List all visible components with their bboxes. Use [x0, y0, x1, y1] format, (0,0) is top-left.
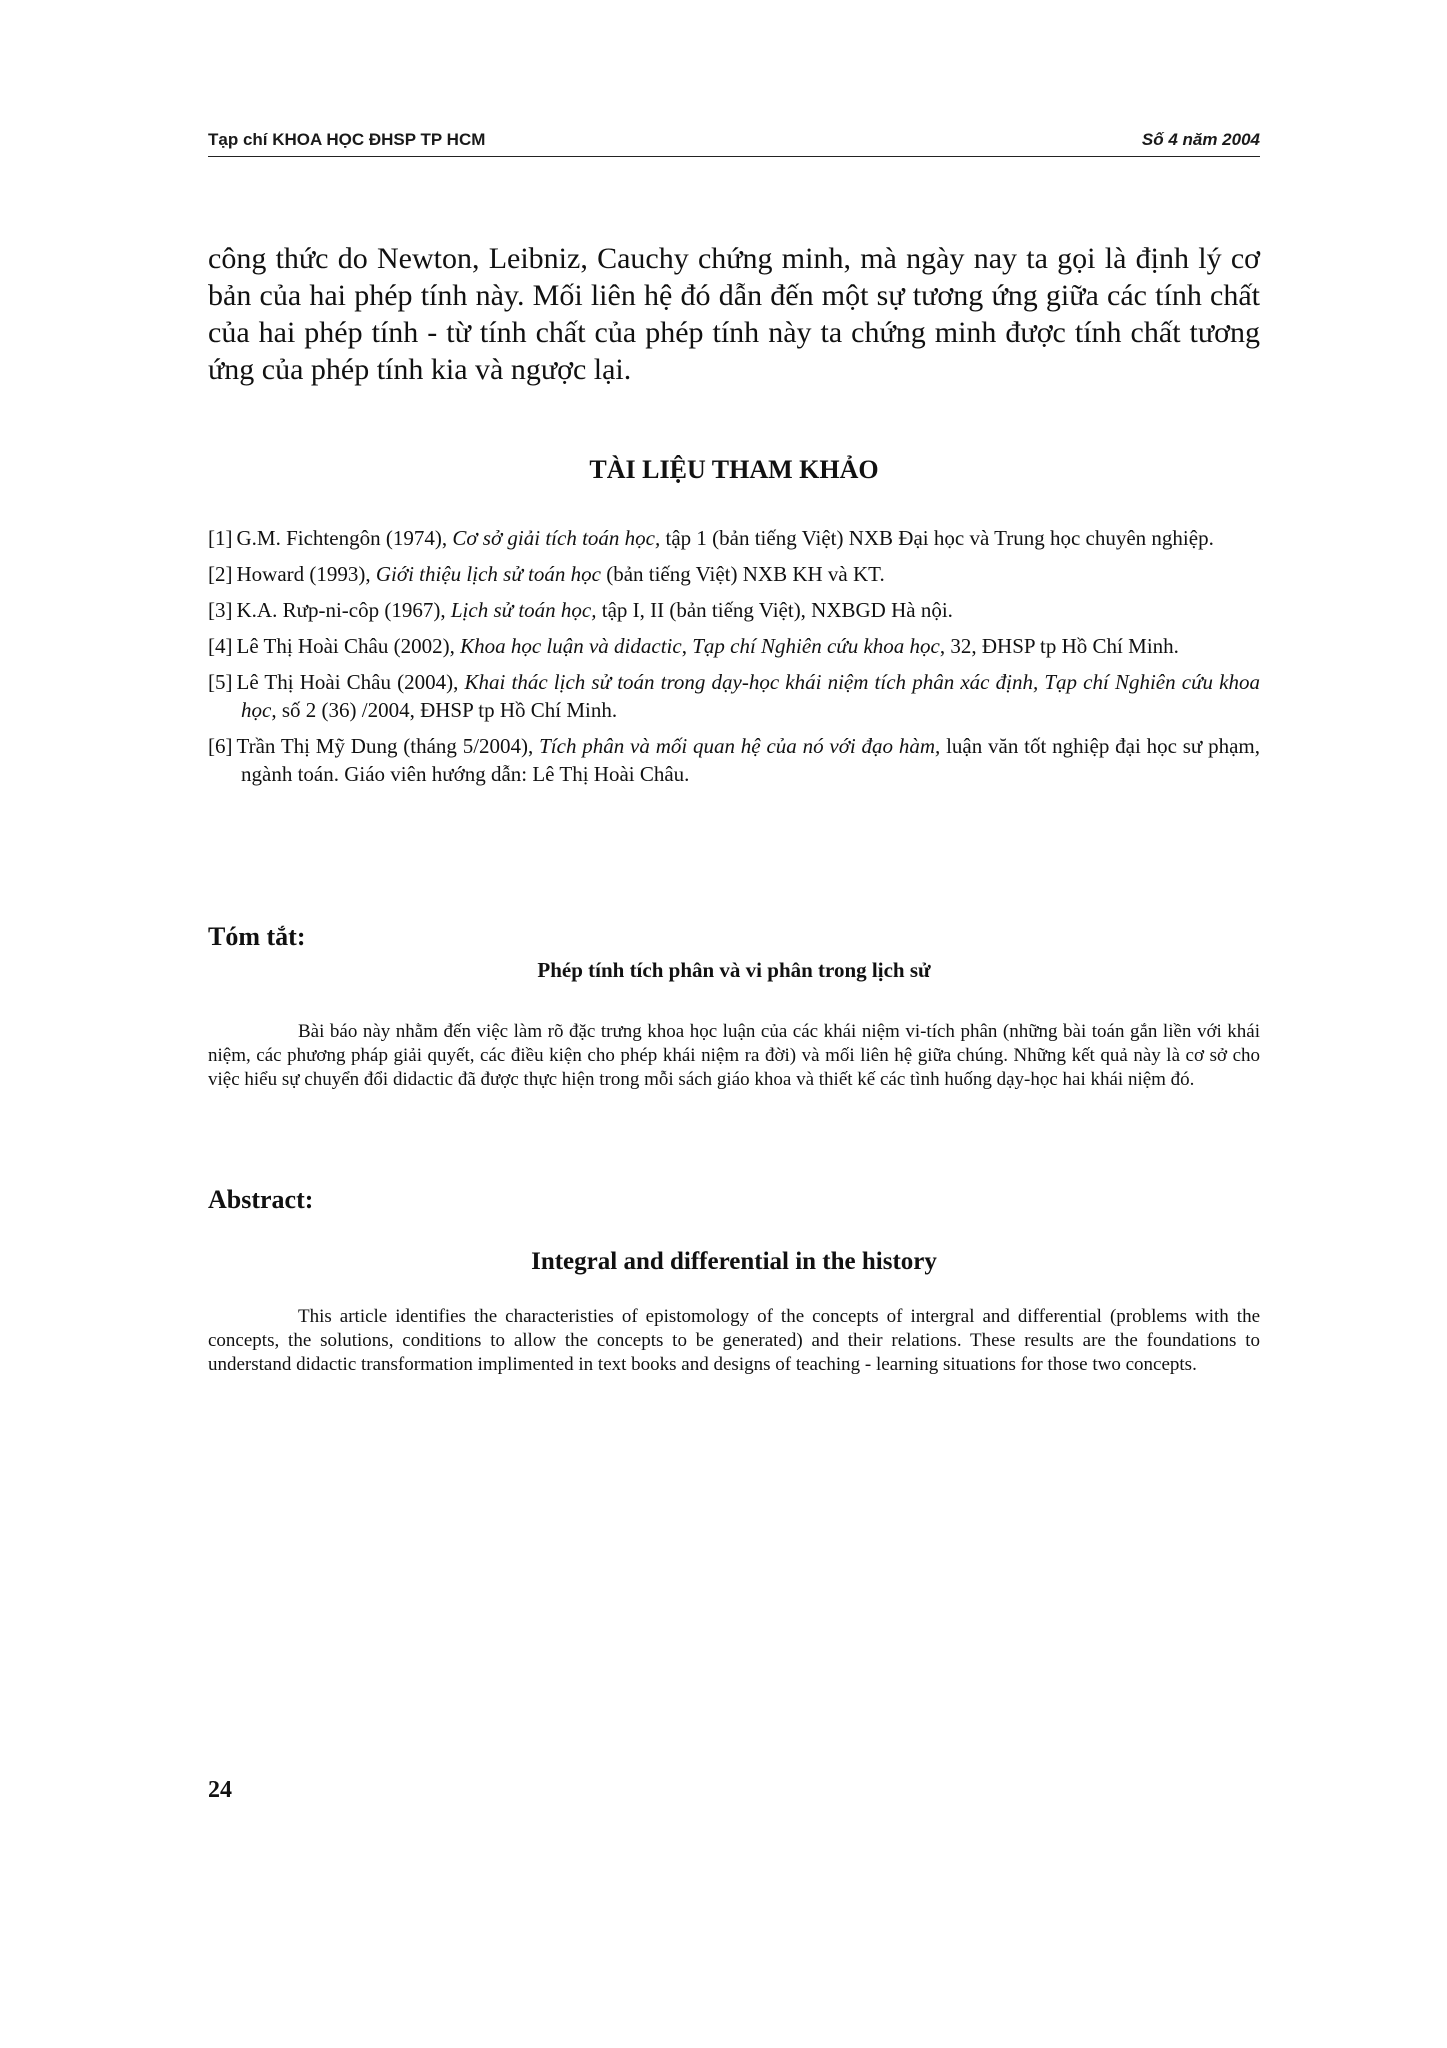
summary-heading: Tóm tắt:: [208, 922, 306, 951]
reference-list: [208, 524, 1260, 796]
lead-paragraph: công thức do Newton, Leibniz, Cauchy chứng minh, mà ngày nay ta gọi là định lý cơ bản của hai phép tính này. Mối liên hệ đó dẫn đến một sự tương ứng giữa các tính chất của hai phép tính - từ tính chất của phép tính này ta chứng minh được tính chất tương ứng của phép tính kia và ngược lại.: [208, 242, 1260, 386]
journal-name: Tạp chí KHOA HỌC ĐHSP TP HCM: [208, 130, 486, 149]
references-title: TÀI LIỆU THAM KHẢO: [589, 455, 879, 484]
reference-item: [6] Trần Thị Mỹ Dung (tháng 5/2004), Tích phân và mối quan hệ của nó với đạo hàm, luận văn tốt nghiệp đại học sư phạm, ngành toán. Giáo viên hướng dẫn: Lê Thị Hoài Châu.: [208, 734, 1260, 786]
summary-body: Bài báo này nhằm đến việc làm rõ đặc trưng khoa học luận của các khái niệm vi-tích phân (những bài toán gắn liền với khái niệm, các phương pháp giải quyết, các điều kiện cho phép khái niệm ra đời) và mối liên hệ giữa chúng. Những kết quả này là cơ sở cho việc hiểu sự chuyển đổi didactic đã được thực hiện trong mỗi sách giáo khoa và thiết kế các tình huống dạy-học hai khái niệm đó.: [208, 1021, 1260, 1090]
reference-item: [1] G.M. Fichtengôn (1974), Cơ sở giải tích toán học, tập 1 (bản tiếng Việt) NXB Đại học và Trung học chuyên nghiệp.: [208, 526, 1214, 550]
issue-info: Số 4 năm 2004: [1141, 130, 1260, 149]
reference-item: [2] Howard (1993), Giới thiệu lịch sử toán học (bản tiếng Việt) NXB KH và KT.: [208, 562, 885, 586]
abstract-title: Integral and differential in the history: [531, 1248, 937, 1275]
summary-title: Phép tính tích phân và vi phân trong lịch sử: [537, 958, 931, 982]
reference-item: [5] Lê Thị Hoài Châu (2004), Khai thác lịch sử toán trong dạy-học khái niệm tích phân xác định, Tạp chí Nghiên cứu khoa học, số 2 (36) /2004, ĐHSP tp Hồ Chí Minh.: [208, 670, 1260, 722]
reference-item: [3] K.A. Rưp-ni-côp (1967), Lịch sử toán học, tập I, II (bản tiếng Việt), NXBGD Hà nội.: [208, 598, 953, 622]
abstract-body: This article identifies the characteristies of epistomology of the concepts of intergral and differential (problems with the concepts, the solutions, conditions to allow the concepts to be generated) and their relations. These results are the foundations to understand didactic transformation implimented in text books and designs of teaching - learning situations for those two concepts.: [208, 1306, 1260, 1375]
page-number: 24: [208, 1777, 232, 1803]
running-header: [208, 130, 1260, 157]
reference-item: [4] Lê Thị Hoài Châu (2002), Khoa học luận và didactic, Tạp chí Nghiên cứu khoa học, 32, ĐHSP tp Hồ Chí Minh.: [208, 634, 1179, 658]
abstract-heading: Abstract:: [208, 1185, 314, 1214]
